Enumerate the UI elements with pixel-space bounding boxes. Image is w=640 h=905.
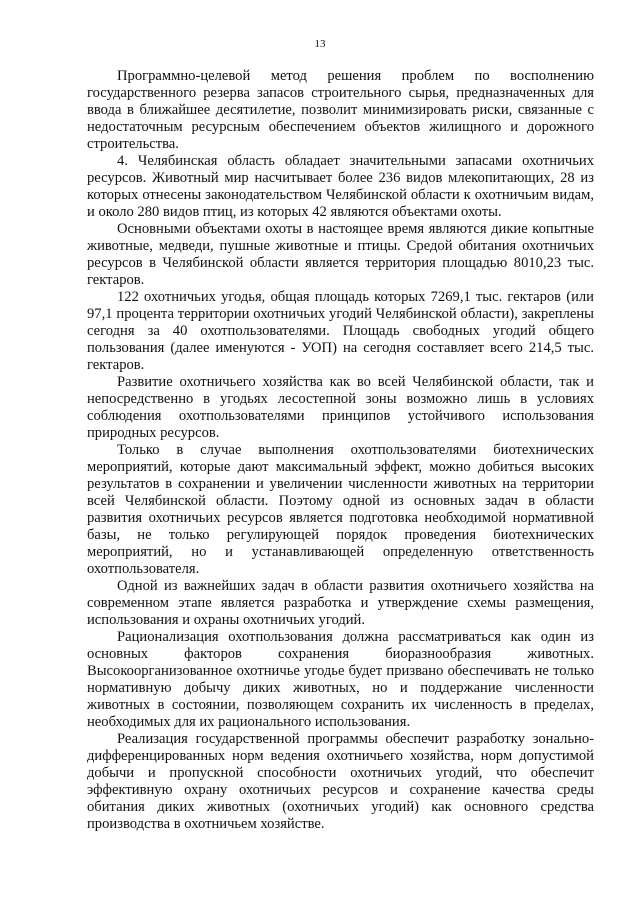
paragraph-8: Рационализация охотпользования должна рассматриваться как один из основных факторов сохранения биоразнообразия животных. Высокоорганизованное охотничье угодье будет призвано обеспечивать не только нормативную добычу диких животных, но и поддержание численности животных в состоянии, позволяющем сохранить их численность в пределах, необходимых для их рационального использования.	[87, 629, 594, 730]
paragraph-1: Программно-целевой метод решения проблем по восполнению государственного резерва запасов строительного сырья, предназначенных для ввода в ближайшее десятилетие, позволит минимизировать риски, связанные с недостаточным ресурсным обеспечением объектов жилищного и дорожного строительства.	[87, 68, 594, 152]
paragraph-4: 122 охотничьих угодья, общая площадь которых 7269,1 тыс. гектаров (или 97,1 процента территории охотничьих угодий Челябинской области), закреплены сегодня за 40 охотпользователями. Площадь свободных угодий общего пользования (далее именуются - УОП) на сегодня составляет всего 214,5 тыс. гектаров.	[87, 289, 594, 373]
paragraph-9: Реализация государственной программы обеспечит разработку зонально-дифференцированных норм ведения охотничьего хозяйства, норм допустимой добычи и пропускной способности охотничьих угодий, что обеспечит эффективную охрану охотничьих ресурсов и сохранение качества среды обитания диких животных (охотничьих угодий) как основного средства производства в охотничьем хозяйстве.	[87, 731, 594, 832]
paragraph-2: 4. Челябинская область обладает значительными запасами охотничьих ресурсов. Животный мир насчитывает более 236 видов млекопитающих, 28 из которых отнесены законодательством Челябинской области к охотничьим видам, и около 280 видов птиц, из которых 42 являются объектами охоты.	[87, 153, 594, 220]
paragraph-3: Основными объектами охоты в настоящее время являются дикие копытные животные, медведи, пушные животные и птицы. Средой обитания охотничьих ресурсов в Челябинской области является территория площадью 8010,23 тыс. гектаров.	[87, 221, 594, 288]
paragraph-5: Развитие охотничьего хозяйства как во всей Челябинской области, так и непосредственно в угодьях лесостепной зоны возможно лишь в условиях соблюдения охотпользователями принципов устойчивого использования природных ресурсов.	[87, 374, 594, 441]
paragraph-6: Только в случае выполнения охотпользователями биотехнических мероприятий, которые дают максимальный эффект, можно добиться высоких результатов в сохранении и увеличении численности животных на территории всей Челябинской области. Поэтому одной из основных задач в области развития охотничьих ресурсов является подготовка необходимой нормативной базы, не только регулирующей порядок проведения биотехнических мероприятий, но и устанавливающей определенную ответственность охотпользователя.	[87, 442, 594, 577]
paragraph-7: Одной из важнейших задач в области развития охотничьего хозяйства на современном этапе является разработка и утверждение схемы размещения, использования и охраны охотничьих угодий.	[87, 578, 594, 628]
page-number: 13	[314, 38, 326, 50]
body-text	[87, 68, 594, 833]
